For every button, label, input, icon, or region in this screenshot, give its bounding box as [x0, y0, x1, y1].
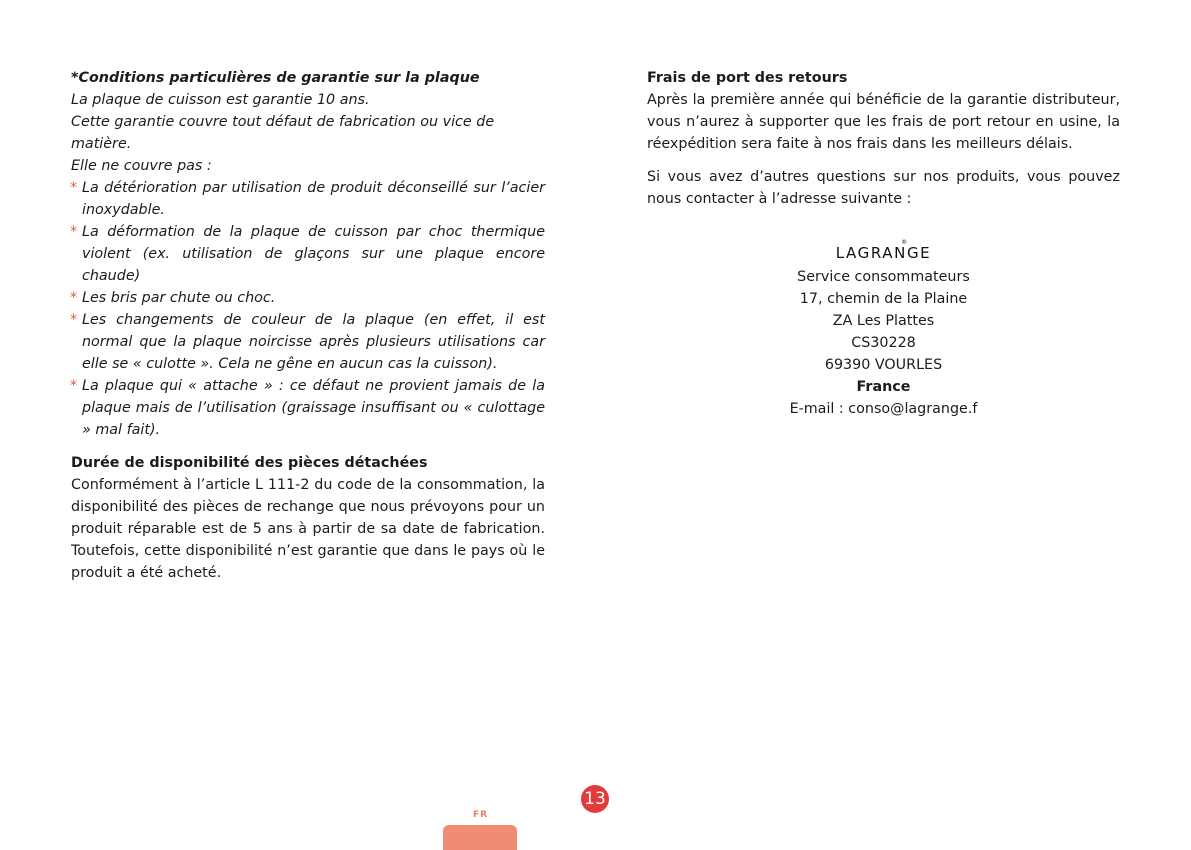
list-item: [71, 375, 545, 441]
list-item-text: Les changements de couleur de la plaque (en effet, il est normal que la plaque noircisse après plusieurs utilisations car elle se « culotte ». Cela ne gêne en aucun cas la cuisson).: [82, 312, 545, 372]
language-tab: [443, 825, 517, 850]
parts-title: Durée de disponibilité des pièces détachées: [71, 455, 428, 471]
lagrange-logo: [835, 239, 932, 264]
brand-logo: [647, 239, 1120, 266]
left-column: [71, 67, 545, 584]
asterisk-icon: *: [70, 312, 78, 328]
registered-mark: ®: [901, 239, 908, 246]
contact-address: [647, 239, 1120, 420]
list-item-text: Les bris par chute ou choc.: [82, 290, 276, 306]
address-city: 69390 VOURLES: [824, 357, 943, 373]
list-item-text: La détérioration par utilisation de produit déconseillé sur l’acier inoxydable.: [82, 180, 545, 218]
address-street: 17, chemin de la Plaine: [799, 291, 968, 307]
list-item: [71, 221, 545, 287]
parts-text: Conformément à l’article L 111-2 du code de la consommation, la disponibilité des pièces de rechange que nous prévoyons pour un produit réparable est de 5 ans à partir de sa date de fabrication. Toutefois, cette disponibilité n’est garantie que dans le pays où le produit a été acheté.: [71, 477, 545, 581]
shipping-title: Frais de port des retours: [647, 70, 848, 86]
address-service: Service consommateurs: [797, 269, 970, 285]
asterisk-icon: *: [70, 378, 78, 394]
asterisk-icon: *: [70, 290, 78, 306]
warranty-line: Cette garantie couvre tout défaut de fabrication ou vice de matière.: [71, 114, 495, 152]
brand-name: LAGRANGE: [835, 244, 932, 262]
page-number-badge: 13: [581, 785, 609, 813]
list-item-text: La déformation de la plaque de cuisson par choc thermique violent (ex. utilisation de glaçons sur une plaque encore chaude): [82, 224, 545, 284]
language-label: FR: [473, 810, 489, 820]
right-column: [647, 67, 1120, 420]
list-item-text: La plaque qui « attache » : ce défaut ne provient jamais de la plaque mais de l’utilisation (graissage insuffisant ou « culottage » mal fait).: [82, 378, 545, 438]
exclusions-list: [71, 177, 545, 441]
list-item: [71, 309, 545, 375]
asterisk-icon: *: [70, 180, 78, 196]
warranty-line: Elle ne couvre pas :: [71, 158, 212, 174]
warranty-line: La plaque de cuisson est garantie 10 ans.: [71, 92, 370, 108]
warranty-title: *Conditions particulières de garantie sur la plaque: [71, 70, 480, 86]
address-email: E-mail : conso@lagrange.f: [789, 401, 978, 417]
list-item: [71, 177, 545, 221]
shipping-text: Après la première année qui bénéficie de la garantie distributeur, vous n’aurez à supporter que les frais de port retour en usine, la réexpédition sera faite à nos frais dans les meilleurs délais.: [647, 92, 1120, 152]
list-item: [71, 287, 545, 309]
address-box: CS30228: [851, 335, 916, 351]
address-zone: ZA Les Plattes: [832, 313, 935, 329]
address-country: France: [856, 379, 911, 395]
asterisk-icon: *: [70, 224, 78, 240]
contact-text: Si vous avez d’autres questions sur nos produits, vous pouvez nous contacter à l’adresse suivante :: [647, 169, 1120, 207]
